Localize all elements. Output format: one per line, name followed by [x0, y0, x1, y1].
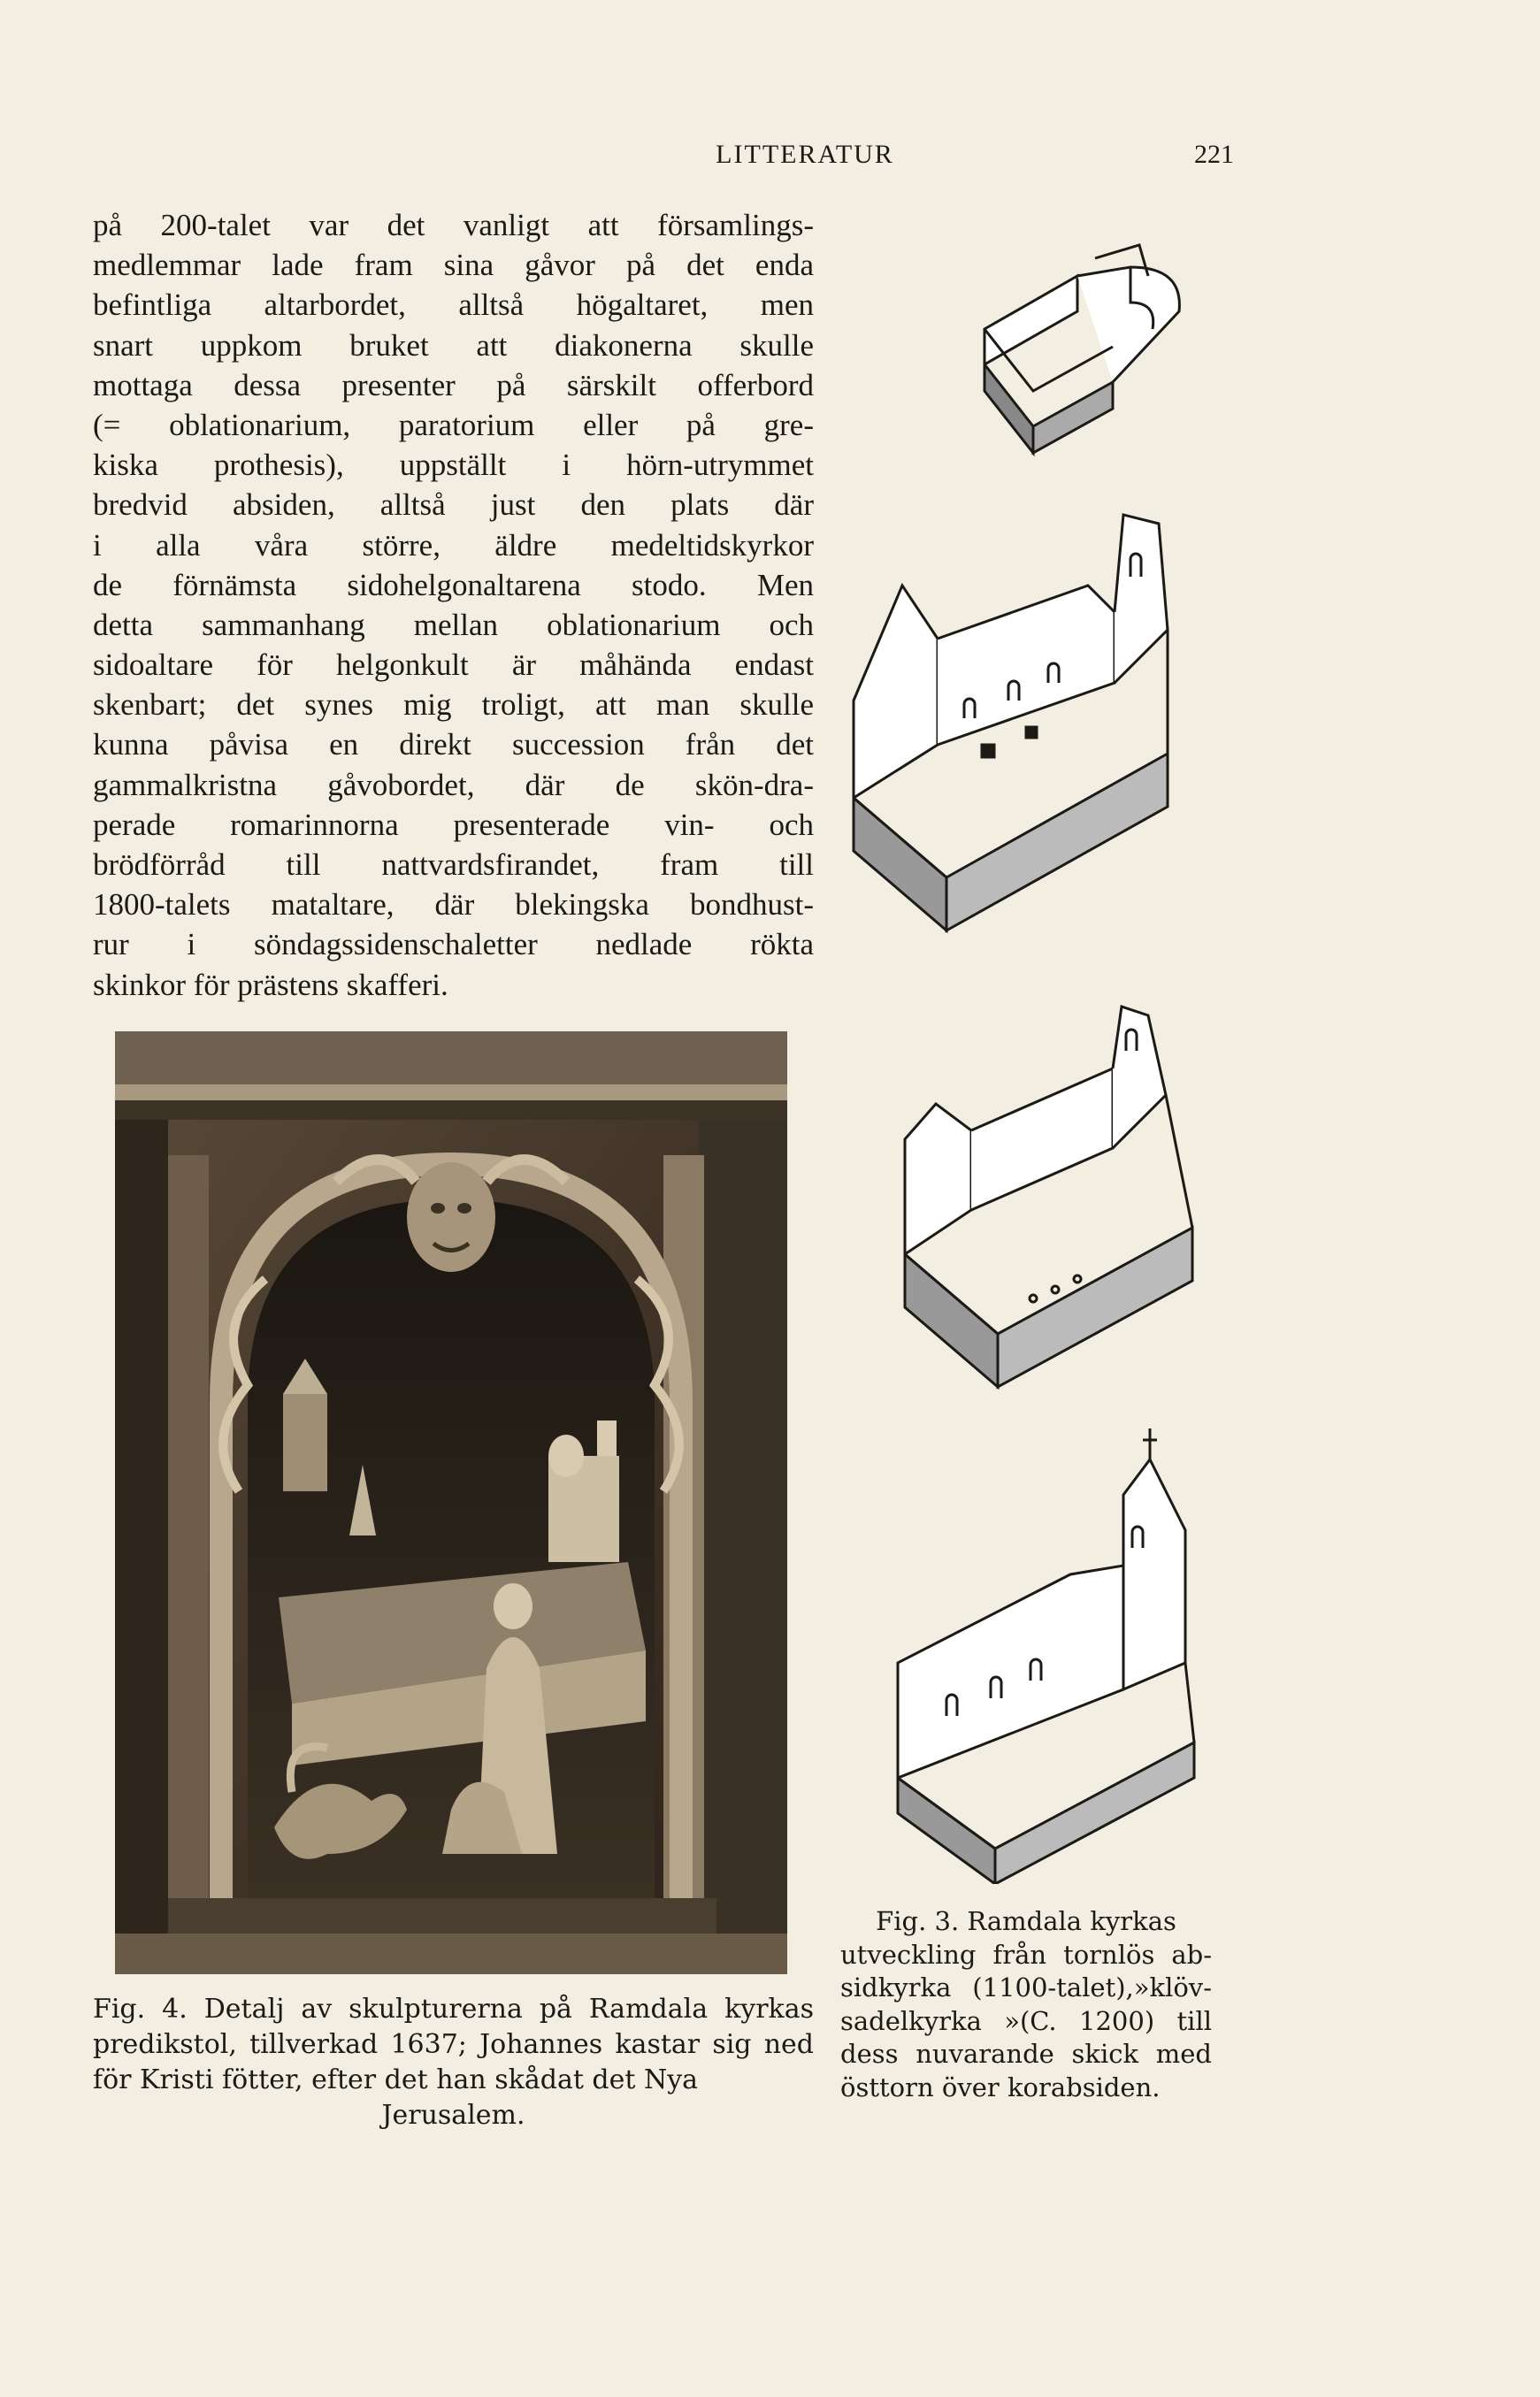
caption-line: sadelkyrka »(C. 1200) till	[840, 2005, 1212, 2036]
text-line: detta sammanhang mellan oblationarium och	[93, 607, 814, 642]
text-line: sidoaltare för helgonkult är måhända endast	[93, 647, 814, 683]
caption-line: Jerusalem.	[381, 2100, 525, 2131]
church-drawing-east-tower	[893, 1424, 1207, 1884]
running-title: LITTERATUR	[716, 140, 894, 169]
figure-3-caption	[840, 1905, 1212, 2104]
text-line: skenbart; det synes mig troligt, att man skulle	[93, 687, 814, 723]
text-line: befintliga altarbordet, alltså högaltaret, men	[93, 287, 814, 323]
text-line: bredvid absiden, alltså just den plats där	[93, 487, 814, 523]
caption-line: Fig. 4. Detalj av skulpturerna på Ramdala kyrkas	[93, 1994, 814, 2025]
figure-4-caption	[93, 1992, 814, 2133]
text-line: brödförråd till nattvardsfirandet, fram till	[93, 847, 814, 882]
text-line: snart uppkom bruket att diakonerna skulle	[93, 327, 814, 363]
text-line: 1800-talets mataltare, där blekingska bondhust-	[93, 887, 814, 923]
body-paragraph	[93, 205, 814, 1005]
church-drawing-saddleback-tower-stage-two	[900, 998, 1206, 1405]
text-line: på 200-talet var det vanligt att församlings-	[93, 208, 814, 242]
text-line: kunna påvisa en direkt succession från det	[93, 727, 814, 762]
page-number: 221	[1194, 140, 1234, 169]
text-line: de förnämsta sidohelgonaltarena stodo. Men	[93, 567, 814, 602]
caption-line: sidkyrka (1100-talet),»klöv-	[840, 1972, 1212, 2003]
text-line: i alla våra större, äldre medeltidskyrkor	[93, 527, 814, 563]
caption-line: östtorn över korabsiden.	[840, 2072, 1161, 2102]
church-drawing-apse-church	[980, 241, 1192, 462]
church-drawing-saddleback-tower	[849, 506, 1212, 948]
text-line: perade romarinnorna presenterade vin- och	[93, 807, 814, 842]
caption-line: predikstol, tillverkad 1637; Johannes kastar sig	[93, 2029, 752, 2060]
caption-line: dess nuvarande skick med	[840, 2039, 1212, 2069]
text-line: rur i söndagssidenschaletter nedlade rökta	[93, 927, 814, 962]
text-line: gammalkristna gåvobordet, där de skön-dra-	[93, 767, 814, 802]
pulpit-carving-photo	[115, 1031, 787, 1974]
text-line: mottaga dessa presenter på särskilt offerbord	[93, 367, 814, 402]
caption-line: Fig. 3. Ramdala kyrkas	[876, 1906, 1176, 1936]
text-line: (= oblationarium, paratorium eller på gre-	[93, 407, 814, 442]
caption-line: utveckling från tornlös ab-	[840, 1939, 1212, 1970]
text-line: kiska prothesis), uppställt i hörn-utrymmet	[93, 448, 814, 483]
caption-line: ned för Kristi fötter, efter det han skådat det Nya	[93, 2029, 814, 2095]
text-line: medlemmar lade fram sina gåvor på det enda	[93, 248, 814, 283]
text-line: skinkor för prästens skafferi.	[93, 967, 448, 1002]
